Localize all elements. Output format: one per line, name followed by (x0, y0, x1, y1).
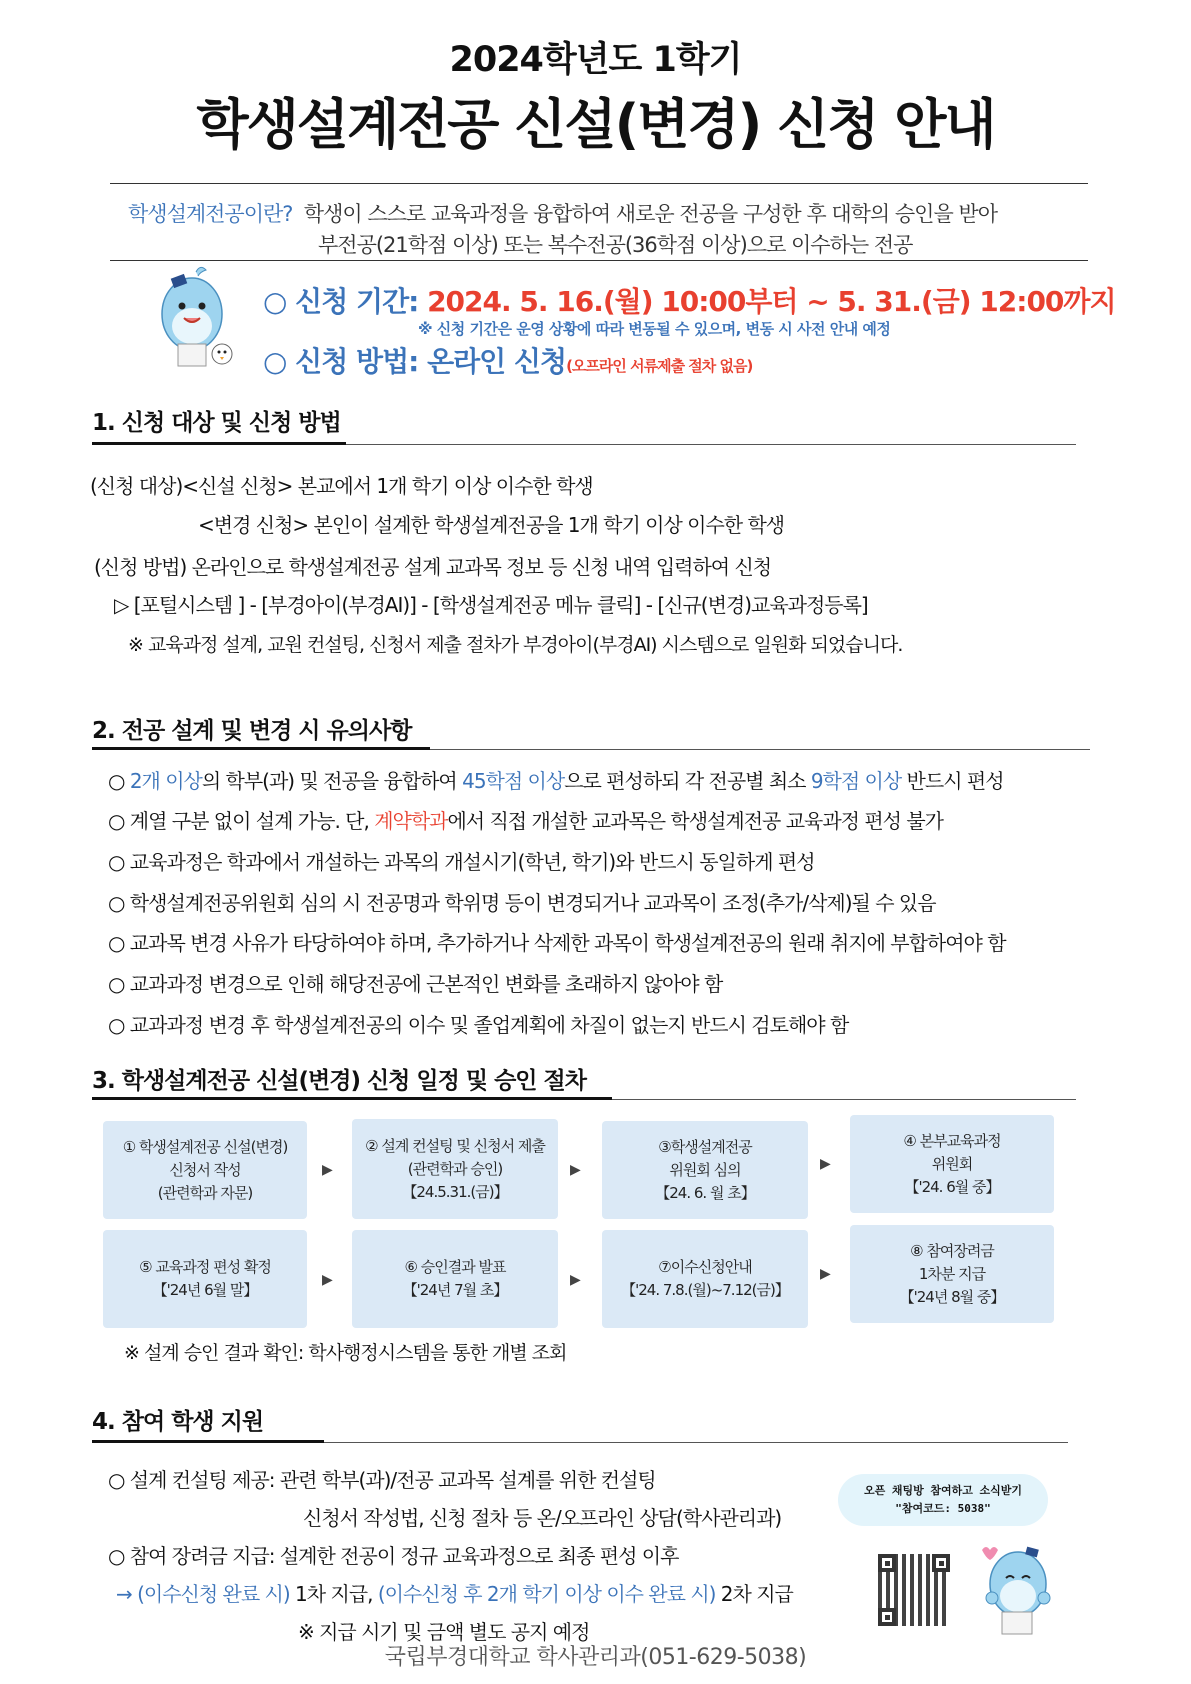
period-label: ○ 신청 기간: (263, 285, 428, 318)
section3-title: 3. 학생설계전공 신설(변경) 신청 일정 및 승인 절차 (92, 1068, 586, 1094)
step-7: ⑦이수신청안내 【'24. 7.8.(월)~7.12(금)】 (602, 1230, 808, 1328)
method-line (263, 340, 752, 380)
section1-line-3: (신청 방법) 온라인으로 학생설계전공 설계 교과목 정보 등 신청 내역 입력하여 신청 (94, 555, 772, 579)
section2-item-7: ○ 교과과정 변경 후 학생설계전공의 이수 및 졸업계획에 차질이 없는지 반드시 검토해야 함 (108, 1013, 849, 1037)
arrow-icon: ▶ (820, 1156, 831, 1172)
section1-title: 1. 신청 대상 및 신청 방법 (92, 410, 341, 436)
period-value: 2024. 5. 16.(월) 10:00부터 ~ 5. 31.(금) 12:00까지 (427, 285, 1116, 318)
method-note: (오프라인 서류제출 절차 없음) (566, 357, 753, 375)
section2-title: 2. 전공 설계 및 변경 시 유의사항 (92, 718, 412, 744)
section-rule (324, 1442, 1068, 1443)
method-label: ○ 신청 방법: 온라인 신청 (263, 345, 567, 378)
section-rule (430, 749, 1090, 750)
page-title: 학생설계전공 신설(변경) 신청 안내 (196, 93, 995, 156)
section4-line-1: ○ 설계 컨설팅 제공: 관련 학부(과)/전공 교과목 설계를 위한 컨설팅 (108, 1468, 656, 1492)
definition-line-2: 부전공(21학점 이상) 또는 복수전공(36학점 이상)으로 이수하는 전공 (318, 233, 913, 257)
section2-item-1: ○ 2개 이상의 학부(과) 및 전공을 융합하여 45학점 이상으로 편성하되 각 전공별 최소 9학점 이상 반드시 편성 (108, 769, 1004, 793)
mascot-icon (150, 262, 240, 372)
section2-item-4: ○ 학생설계전공위원회 심의 시 전공명과 학위명 등이 변경되거나 교과목이 조정(추가/삭제)될 수 있음 (108, 891, 936, 915)
section2-item-3: ○ 교육과정은 학과에서 개설하는 과목의 개설시기(학년, 학기)와 반드시 동일하게 편성 (108, 850, 815, 874)
section4-line-4: → (이수신청 완료 시) 1차 지급, (이수신청 후 2개 학기 이상 이수 완료 시) 2차 지급 (116, 1582, 793, 1606)
step-4: ④ 본부교육과정 위원회 【'24. 6월 중】 (850, 1115, 1054, 1213)
period-note: ※ 신청 기간은 운영 상황에 따라 변동될 수 있으며, 변동 시 사전 안내 예정 (418, 320, 891, 338)
qr-code-icon[interactable] (878, 1554, 950, 1626)
section2-item-6: ○ 교과과정 변경으로 인해 해당전공에 근본적인 변화를 초래하지 않아야 함 (108, 972, 723, 996)
section4-note: ※ 지급 시기 및 금액 별도 공지 예정 (298, 1620, 590, 1644)
step-8: ⑧ 참여장려금 1차분 지급 【'24년 8월 중】 (850, 1225, 1054, 1323)
section2-item-2: ○ 계열 구분 없이 설계 가능. 단, 계약학과에서 직접 개설한 교과목은 학생설계전공 교육과정 편성 불가 (108, 809, 943, 833)
bubble-line-1: 오픈 채팅방 참여하고 소식받기 (863, 1484, 1022, 1497)
section3-note: ※ 설계 승인 결과 확인: 학사행정시스템을 통한 개별 조회 (124, 1342, 567, 1364)
section1-line-1: (신청 대상)<신설 신청> 본교에서 1개 학기 이상 이수한 학생 (90, 474, 593, 498)
section1-note: ※ 교육과정 설계, 교원 컨설팅, 신청서 제출 절차가 부경아이(부경AI) 시스템으로 일원화 되었습니다. (128, 634, 903, 656)
arrow-icon: ▶ (820, 1266, 831, 1282)
section-underline (92, 747, 430, 750)
section1-line-2: <변경 신청> 본인이 설계한 학생설계전공을 1개 학기 이상 이수한 학생 (198, 513, 785, 537)
step-3: ③학생설계전공 위원회 심의 【24. 6. 월 초】 (602, 1121, 808, 1219)
section-rule (346, 444, 1076, 445)
bubble-line-2: "참여코드: 5038" (895, 1502, 991, 1515)
section2-item-5: ○ 교과목 변경 사유가 타당하여야 하며, 추가하거나 삭제한 과목이 학생설계전공의 원래 취지에 부합하여야 함 (108, 931, 1006, 955)
section-underline (92, 1097, 612, 1100)
step-6: ⑥ 승인결과 발표 【'24년 7월 초】 (352, 1230, 558, 1328)
divider (110, 260, 1088, 261)
step-2: ② 설계 컨설팅 및 신청서 제출 (관련학과 승인) 【24.5.31.(금)】 (352, 1119, 558, 1219)
section-underline (92, 1440, 324, 1443)
arrow-icon: ▶ (322, 1162, 333, 1178)
arrow-icon: ▶ (322, 1272, 333, 1288)
footer-contact: 국립부경대학교 학사관리과(051-629-5038) (384, 1645, 807, 1670)
arrow-icon: ▶ (570, 1162, 581, 1178)
divider (110, 183, 1088, 184)
section4-title: 4. 참여 학생 지원 (92, 1409, 264, 1435)
section4-line-2: 신청서 작성법, 신청 절차 등 온/오프라인 상담(학사관리과) (303, 1506, 782, 1530)
section1-line-4: ▷ [포털시스템 ] - [부경아이(부경AI)] - [학생설계전공 메뉴 클릭] - [신규(변경)교육과정등록] (114, 593, 868, 617)
definition-label: 학생설계전공이란? (128, 202, 293, 226)
section-rule (612, 1099, 1076, 1100)
arrow-icon: ▶ (570, 1272, 581, 1288)
open-chat-bubble (838, 1474, 1048, 1526)
mascot-heart-icon (972, 1538, 1062, 1638)
section-underline (92, 442, 346, 445)
period-line (263, 280, 1116, 320)
section4-line-3: ○ 참여 장려금 지급: 설계한 전공이 정규 교육과정으로 최종 편성 이후 (108, 1544, 679, 1568)
step-5: ⑤ 교육과정 편성 확정 【'24년 6월 말】 (103, 1230, 307, 1328)
definition-line-1 (128, 198, 997, 228)
definition-text-1: 학생이 스스로 교육과정을 융합하여 새로운 전공을 구성한 후 대학의 승인을 받아 (303, 202, 997, 226)
year-title: 2024학년도 1학기 (449, 40, 742, 80)
step-1: ① 학생설계전공 신설(변경) 신청서 작성 (관련학과 자문) (103, 1121, 307, 1219)
